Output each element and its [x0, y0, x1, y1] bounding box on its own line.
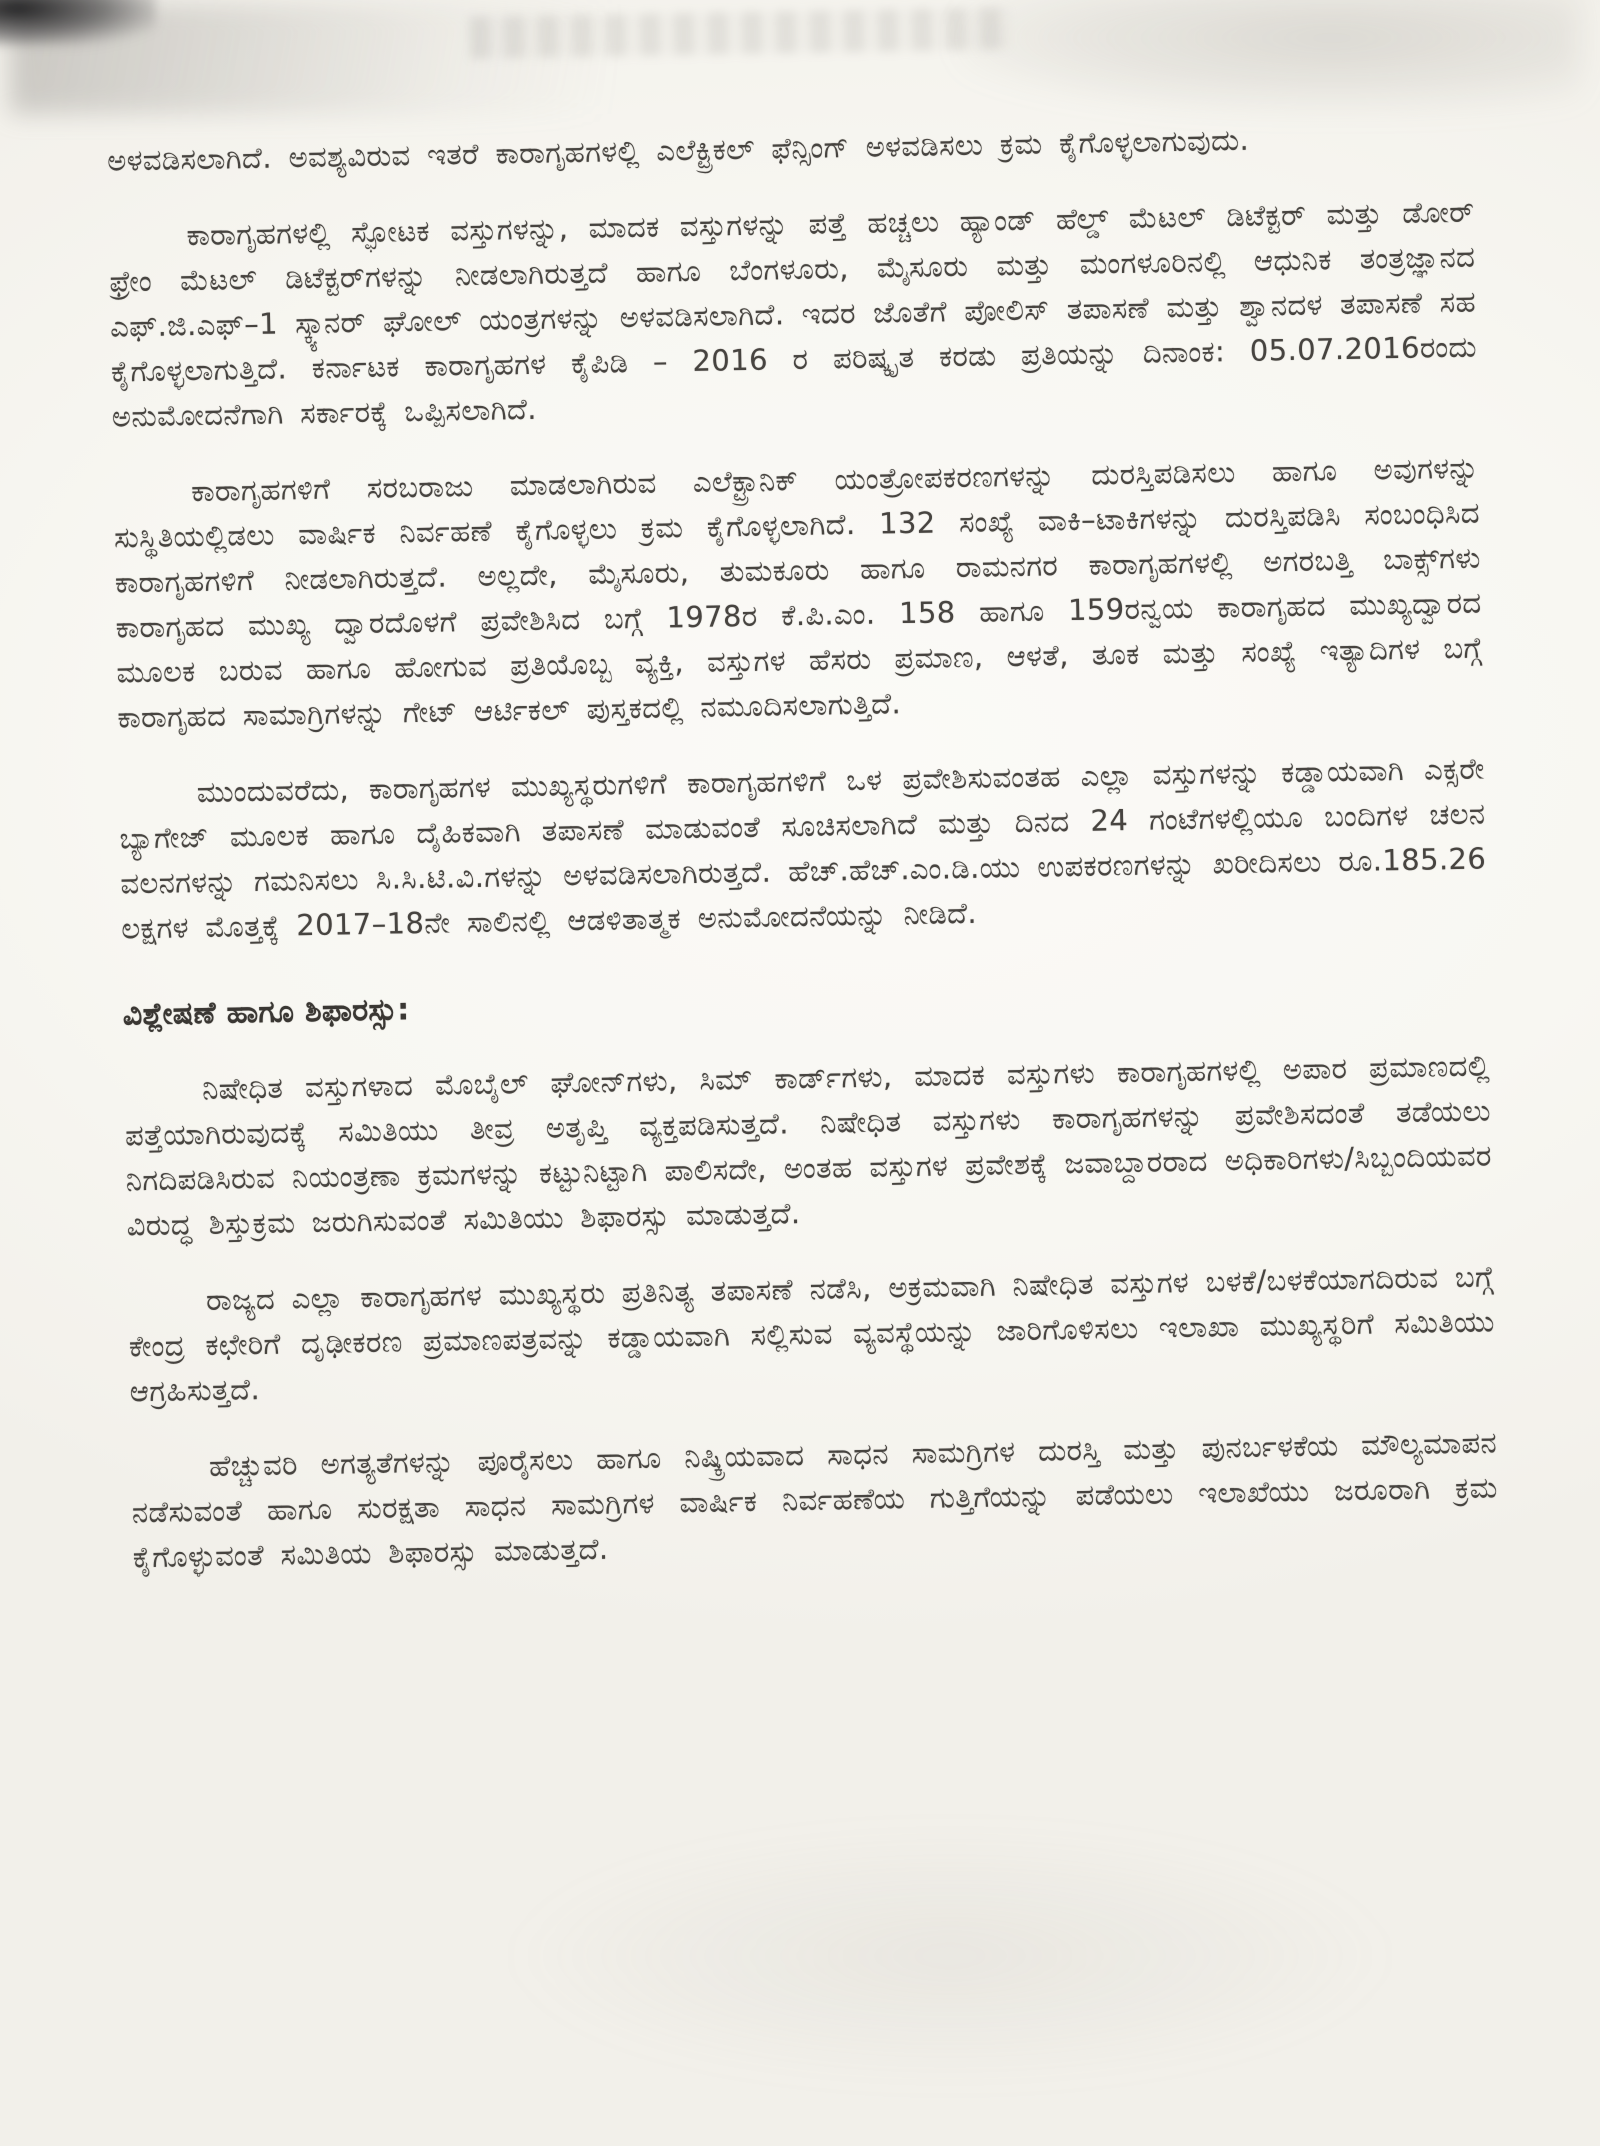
scan-smudge-top [10, 4, 610, 114]
paragraph-detectors-scanners: ಕಾರಾಗೃಹಗಳಲ್ಲಿ ಸ್ಫೋಟಕ ವಸ್ತುಗಳನ್ನು, ಮಾದಕ ವಸ್ತುಗಳನ್ನು ಪತ್ತೆ ಹಚ್ಚಲು ಹ್ಯಾಂಡ್ ಹೆಲ್ಡ್ ಮೆಟಲ್ ಡಿಟೆಕ್ಟರ್ ಮತ್ತು ಡೋರ್ ಫ್ರೇಂ ಮೆಟಲ್ ಡಿಟೆಕ್ಟರ್‌ಗಳನ್ನು ನೀಡಲಾಗಿರುತ್ತದೆ ಹಾಗೂ ಬೆಂಗಳೂರು, ಮೈಸೂರು ಮತ್ತು ಮಂಗಳೂರಿನಲ್ಲಿ ಆಧುನಿಕ ತಂತ್ರಜ್ಞಾನದ ಎಫ್.ಜಿ.ಎಫ್–1 ಸ್ಕ್ಯಾನರ್ ಘೋಲ್ ಯಂತ್ರಗಳನ್ನು ಅಳವಡಿಸಲಾಗಿದೆ. ಇದರ ಜೊತೆಗೆ ಪೋಲಿಸ್ ತಪಾಸಣೆ ಮತ್ತು ಶ್ವಾನದಳ ತಪಾಸಣೆ ಸಹ ಕೈಗೊಳ್ಳಲಾಗುತ್ತಿದೆ. ಕರ್ನಾಟಕ ಕಾರಾಗೃಹಗಳ ಕೈಪಿಡಿ – 2016 ರ ಪರಿಷ್ಕೃತ ಕರಡು ಪ್ರತಿಯನ್ನು ದಿನಾಂಕ: 05.07.2016ರಂದು ಅನುಮೋದನೆಗಾಗಿ ಸರ್ಕಾರಕ್ಕೆ ಒಪ್ಪಿಸಲಾಗಿದೆ. [109, 194, 1478, 434]
document-content [107, 114, 1500, 1612]
scan-smudge-top-right [960, 0, 1580, 110]
paragraph-equipment-maintenance: ಕಾರಾಗೃಹಗಳಿಗೆ ಸರಬರಾಜು ಮಾಡಲಾಗಿರುವ ಎಲೆಕ್ಟ್ರಾನಿಕ್ ಯಂತ್ರೋಪಕರಣಗಳನ್ನು ದುರಸ್ತಿಪಡಿಸಲು ಹಾಗೂ ಅವುಗಳನ್ನು ಸುಸ್ಥಿತಿಯಲ್ಲಿಡಲು ವಾರ್ಷಿಕ ನಿರ್ವಹಣೆ ಕೈಗೊಳ್ಳಲು ಕ್ರಮ ಕೈಗೊಳ್ಳಲಾಗಿದೆ. 132 ಸಂಖ್ಯೆ ವಾಕಿ–ಟಾಕಿಗಳನ್ನು ದುರಸ್ತಿಪಡಿಸಿ ಸಂಬಂಧಿಸಿದ ಕಾರಾಗೃಹಗಳಿಗೆ ನೀಡಲಾಗಿರುತ್ತದೆ. ಅಲ್ಲದೇ, ಮೈಸೂರು, ತುಮಕೂರು ಹಾಗೂ ರಾಮನಗರ ಕಾರಾಗೃಹಗಳಲ್ಲಿ ಅಗರಬತ್ತಿ ಬಾಕ್ಸ್‌ಗಳು ಕಾರಾಗೃಹದ ಮುಖ್ಯ ದ್ವಾರದೊಳಗೆ ಪ್ರವೇಶಿಸಿದ ಬಗ್ಗೆ 1978ರ ಕೆ.ಪಿ.ಎಂ. 158 ಹಾಗೂ 159ರನ್ವಯ ಕಾರಾಗೃಹದ ಮುಖ್ಯದ್ವಾರದ ಮೂಲಕ ಬರುವ ಹಾಗೂ ಹೋಗುವ ಪ್ರತಿಯೊಬ್ಬ ವ್ಯಕ್ತಿ, ವಸ್ತುಗಳ ಹೆಸರು ಪ್ರಮಾಣ, ಆಳತೆ, ತೂಕ ಮತ್ತು ಸಂಖ್ಯೆ ಇತ್ಯಾದಿಗಳ ಬಗ್ಗೆ ಕಾರಾಗೃಹದ ಸಾಮಾಗ್ರಿಗಳನ್ನು ಗೇಟ್ ಆರ್ಟಿಕಲ್ ಪುಸ್ತಕದಲ್ಲಿ ನಮೂದಿಸಲಾಗುತ್ತಿದೆ. [113, 450, 1483, 735]
paragraph-daily-inspection-certificate: ರಾಜ್ಯದ ಎಲ್ಲಾ ಕಾರಾಗೃಹಗಳ ಮುಖ್ಯಸ್ಥರು ಪ್ರತಿನಿತ್ಯ ತಪಾಸಣೆ ನಡೆಸಿ, ಅಕ್ರಮವಾಗಿ ನಿಷೇಧಿತ ವಸ್ತುಗಳ ಬಳಕೆ/ಬಳಕೆಯಾಗದಿರುವ ಬಗ್ಗೆ ಕೇಂದ್ರ ಕಛೇರಿಗೆ ದೃಢೀಕರಣ ಪ್ರಮಾಣಪತ್ರವನ್ನು ಕಡ್ಡಾಯವಾಗಿ ಸಲ್ಲಿಸುವ ವ್ಯವಸ್ಥೆಯನ್ನು ಜಾರಿಗೊಳಿಸಲು ಇಲಾಖಾ ಮುಖ್ಯಸ್ಥರಿಗೆ ಸಮಿತಿಯು ಆಗ್ರಹಿಸುತ್ತದೆ. [128, 1259, 1495, 1409]
scan-bleedthrough-ghost-text [470, 7, 1011, 58]
paragraph-contraband-displeasure: ನಿಷೇಧಿತ ವಸ್ತುಗಳಾದ ಮೊಬೈಲ್ ಘೋನ್‌ಗಳು, ಸಿಮ್ ಕಾರ್ಡ್‌ಗಳು, ಮಾದಕ ವಸ್ತುಗಳು ಕಾರಾಗೃಹಗಳಲ್ಲಿ ಅಪಾರ ಪ್ರಮಾಣದಲ್ಲಿ ಪತ್ತೆಯಾಗಿರುವುದಕ್ಕೆ ಸಮಿತಿಯು ತೀವ್ರ ಅತೃಪ್ತಿ ವ್ಯಕ್ತಪಡಿಸುತ್ತದೆ. ನಿಷೇಧಿತ ವಸ್ತುಗಳು ಕಾರಾಗೃಹಗಳನ್ನು ಪ್ರವೇಶಿಸದಂತೆ ತಡೆಯಲು ನಿಗದಿಪಡಿಸಿರುವ ನಿಯಂತ್ರಣಾ ಕ್ರಮಗಳನ್ನು ಕಟ್ಟುನಿಟ್ಟಾಗಿ ಪಾಲಿಸದೇ, ಅಂತಹ ವಸ್ತುಗಳ ಪ್ರವೇಶಕ್ಕೆ ಜವಾಬ್ದಾರರಾದ ಅಧಿಕಾರಿಗಳು/ಸಿಬ್ಬಂದಿಯವರ ವಿರುದ್ಧ ಶಿಸ್ತುಕ್ರಮ ಜರುಗಿಸುವಂತೆ ಸಮಿತಿಯು ಶಿಫಾರಸ್ಸು ಮಾಡುತ್ತದೆ. [124, 1048, 1492, 1243]
paragraph-continuation: ಅಳವಡಿಸಲಾಗಿದೆ. ಅವಶ್ಯವಿರುವ ಇತರೆ ಕಾರಾಗೃಹಗಳಲ್ಲಿ ಎಲೆಕ್ಟ್ರಿಕಲ್ ಫೆನ್ಸಿಂಗ್ ಅಳವಡಿಸಲು ಕ್ರಮ ಕೈಗೊಳ್ಳಲಾಗುವುದು. [106, 122, 1250, 178]
section-heading-analysis-recommendation: ವಿಶ್ಲೇಷಣೆ ಹಾಗೂ ಶಿಫಾರಸ್ಸು: [122, 992, 410, 1033]
scan-smudge-bottom [500, 1826, 1400, 2086]
paragraph-additional-requirements-amc: ಹೆಚ್ಚುವರಿ ಅಗತ್ಯತೆಗಳನ್ನು ಪೂರೈಸಲು ಹಾಗೂ ನಿಷ್ಕ್ರಿಯವಾದ ಸಾಧನ ಸಾಮಗ್ರಿಗಳ ದುರಸ್ತಿ ಮತ್ತು ಪುನರ್ಬಳಕೆಯ ಮೌಲ್ಯಮಾಪನ ನಡೆಸುವಂತೆ ಹಾಗೂ ಸುರಕ್ಷತಾ ಸಾಧನ ಸಾಮಗ್ರಿಗಳ ವಾರ್ಷಿಕ ನಿರ್ವಹಣೆಯ ಗುತ್ತಿಗೆಯನ್ನು ಪಡೆಯಲು ಇಲಾಖೆಯು ಜರೂರಾಗಿ ಕ್ರಮ ಕೈಗೊಳ್ಳುವಂತೆ ಸಮಿತಿಯ ಶಿಫಾರಸ್ಸು ಮಾಡುತ್ತದೆ. [131, 1425, 1499, 1575]
scan-smudge-top-left-corner [0, 0, 156, 46]
paragraph-xray-cctv-sanction: ಮುಂದುವರೆದು, ಕಾರಾಗೃಹಗಳ ಮುಖ್ಯಸ್ಥರುಗಳಿಗೆ ಕಾರಾಗೃಹಗಳಿಗೆ ಒಳ ಪ್ರವೇಶಿಸುವಂತಹ ಎಲ್ಲಾ ವಸ್ತುಗಳನ್ನು ಕಡ್ಡಾಯವಾಗಿ ಎಕ್ಸರೇ ಬ್ಯಾಗೇಜ್ ಮೂಲಕ ಹಾಗೂ ದೈಹಿಕವಾಗಿ ತಪಾಸಣೆ ಮಾಡುವಂತೆ ಸೂಚಿಸಲಾಗಿದೆ ಮತ್ತು ದಿನದ 24 ಗಂಟೆಗಳಲ್ಲಿಯೂ ಬಂದಿಗಳ ಚಲನ ವಲನಗಳನ್ನು ಗಮನಿಸಲು ಸಿ.ಸಿ.ಟಿ.ವಿ.ಗಳನ್ನು ಅಳವಡಿಸಲಾಗಿರುತ್ತದೆ. ಹೆಚ್.ಹೆಚ್.ಎಂ.ಡಿ.ಯು ಉಪಕರಣಗಳನ್ನು ಖರೀದಿಸಲು ರೂ.185.26 ಲಕ್ಷಗಳ ಮೊತ್ತಕ್ಕೆ 2017–18ನೇ ಸಾಲಿನಲ್ಲಿ ಆಡಳಿತಾತ್ಮಕ ಅನುಮೋದನೆಯನ್ನು ನೀಡಿದೆ. [119, 751, 1487, 946]
